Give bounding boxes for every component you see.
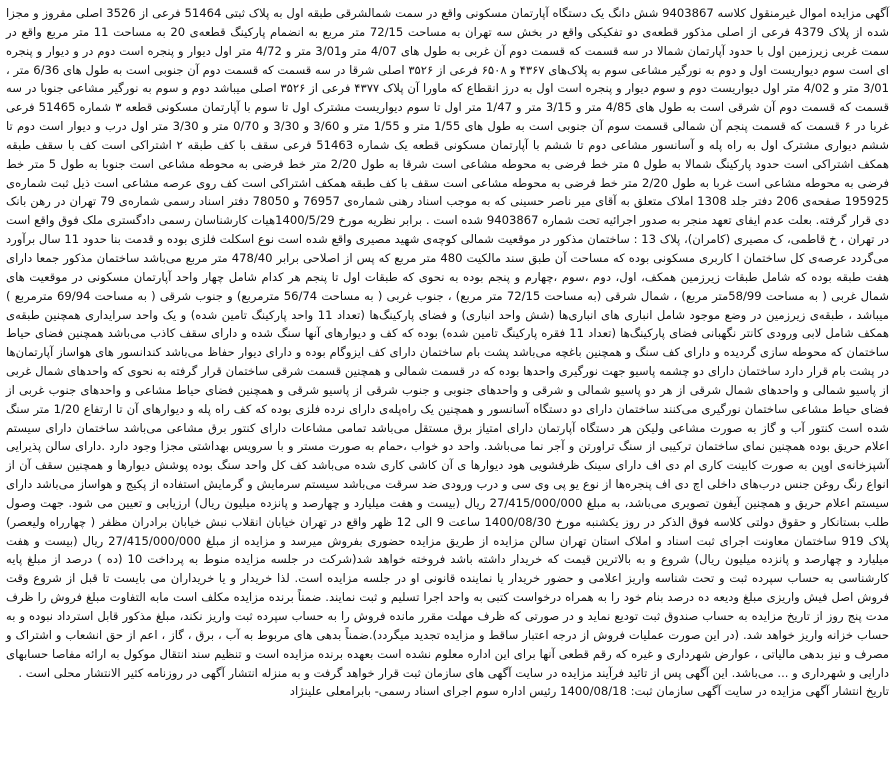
notice-body: آگهی مزایده اموال غیرمنقول کلاسه 9403867 شش دانگ یک دستگاه آپارتمان مسکونی واقع در سمت شمالشرقی طبقه اول به پلاک ثبتی 51464 فرعی از 3526 اصلی مفروز و مجزا شده از پلاک 4379 فرعی از اصلی مذکور قطعه‌ی دو تفکیکی واقع در بخش سه تهران به مساحت 72/15 متر مربع به انضمام پارکینگ قطعه‌ی 20 به مساحت 11 متر مربع واقع در سمت غربی زیرزمین اول با حدود آپارتمان شمالا در سه قسمت که قسمت دوم آن غربی به طول های 4/07 متر و3/01 متر و 4/72 متر اول دیوار و پنجره است دوم در و دیوار و پنجره ای است سوم دیواریست اول و دوم به نورگیر مشاعی سوم به پلاک‌های ۴۳۶۷ و ۶۵۰۸ فرعی از ۳۵۲۶ اصلی شرقا در سه قسمت که قسمت دوم آن جنوبی است به طول های 6/36 متر ، 3/01 متر و 4/02 متر اول دیواریست دوم و سوم دیوار و پنجره است اول به درز انقطاع که ماورا آن پلاک ۴۳۷۷ فرعی از ۳۵۲۶ اصلی میباشد دوم و سوم به نورگیر مشاعی جنوبا در سه قسمت که قسمت دوم آن شرقی است به طول های 4/85 متر و 3/15 متر و 1/47 متر اول تا سوم دیواریست مشترک اول تا سوم با آپارتمان مسکونی قطعه ۳ شماره 51465 فرعی غربا در ۶ قسمت که قسمت پنجم آن شمالی قسمت سوم آن جنوبی است به طول های 1/55 متر و 1/55 متر و 3/60 و 3/30 و 0/70 متر و 3/30 متر اول درب و دیوار است دوم تا ششم دیواری مشترک اول به راه پله و آسانسور مشاعی دوم تا ششم با آپارتمان مسکونی قطعه یک شماره 51463 فرعی سقف با کف طبقه ۲ اشتراکی است کف با سقف طبقه همکف اشتراکی است حدود پارکینگ شمالا به طول ۵ متر خط فرضی به محوطه مشاعی است شرقا به طول 2/20 متر خط فرضی به محوطه مشاعی است جنوبا به طول 5 متر خط فرضی به محوطه مشاعی است غربا به طول 2/20 متر خط فرضی به محوطه مشاعی است سقف با کف طبقه همکف اشتراکی است کف روی عرصه مشاعی است ذیل ثبت شماره‌ی 195925 صفحه‌ی 206 دفتر جلد 1308 املاک متعلق به آقای میر ناصر حسینی که به موجب اسناد رهنی شماره‌ی 76957 و 78050 دفتر اسناد رسمی شماره‌ی 79 تهران در رهن بانک دی قرار گرفته. بعلت عدم ایفای تعهد منجر به صدور اجرائیه تحت شماره 9403867 شده است . برابر نظریه مورخ 1400/5/29هیات کارشناسان رسمی دادگستری ملک فوق واقع است در تهران ، خ قاطمی، ک مصیری (کامران)، پلاک 13 : ساختمان مذکور در موقعیت شمالی کوچه‌ی شهید مصیری واقع شده است نوع اسکلت فلزی بوده و قدمت بنا حدود 11 سال برآورد می‌گردد عرصه‌ی کل ساختمان ا کاربری مسکونی بوده که مساحت آن طبق سند مالکیت 480 متر مربع که پس از اصلاحی برابر 478/40 متر مربع می‌باشد ساختمان مذکور جمعا دارای هفت طبقه بوده که شامل طبقات زیرزمین همکف، اول، دوم ،سوم ،چهارم و پنجم بوده به نحوی که طبقات اول تا پنجم هر کدام شامل چهار واحد آپارتمان مسکونی در موقعیت های شمال غربی ( به مساحت 58/99متر مربع) ، شمال شرقی (به مساحت 72/15 متر مربع) ، جنوب غربی ( به مساحت 56/74 مترمربع) و جنوب شرقی ( به مساحت 69/94 مترمربع ) میباشد ، طبقه‌ی زیرزمین در وضع موجود شامل انباری های انباری‌ها (شش واحد انباری) و فضای پارکینگ‌ها (تعداد 11 واحد پارکینگ تامین شده) و یک واحد سرایداری همچنین طبقه‌ی همکف شامل لابی ورودی کانتر نگهبانی فضای پارکینگ‌ها (تعداد 11 فقره پارکینگ تامین شده) بوده که کف و دیوارهای آنها سنگ شده و دارای سقف کاذب می‌باشد همچنین فضای حیاط ساختمان که محوطه سازی گردیده و دارای کف سنگ و همچنین باغچه می‌باشد پشت بام ساختمان دارای کف ایزوگام بوده و دارای دیوار حفاظ می‌باشد کندانسور های هواساز آپارتمان‌ها در پشت بام قرار دارد ساختمان دارای دو چشمه پاسیو جهت نورگیری واحدها بوده که در قسمت شمالی و همچنین قسمت شرقی ساختمان قرار گرفته به نحوی که واحدهای شمال غربی از پاسیو شمالی و واحدهای شمال شرقی از هر دو پاسیو شمالی و شرقی و واحدهای جنوبی و جنوب شرقی از پاسیو شرقی و همچنین فضای حیاط مشاعی و واحدهای جنوب غربی از فضای حیاط مشاعی ساختمان نورگیری می‌کنند ساختمان دارای دو دستگاه آسانسور و همچنین یک راه‌پله‌ی دارای نرده فلزی بوده که کف راه پله و دیوارهای آن تا ارتفاع 1/20 متر سنگ شده است کنتور آب و گاز به صورت مشاعی ولیکن هر دستگاه آپارتمان دارای امتیاز برق مستقل می‌باشد تمامی مشاعات دارای کنتور برق مشاعی می‌باشد ساختمان دارای سیستم اعلام حریق بوده همچنین نمای ساختمان ترکیبی از سنگ تراورتن و آجر نما می‌باشد. واحد دو خواب ،حمام به صورت مستر و با سرویس بهداشتی مجزا وجود دارد .دارای سالن پذیرایی آشپزخانه‌ی اوپن به صورت کابینت کاری ام دی اف دارای سینک ظرفشویی هود دیوارها ی آن کاشی کاری شده می‌باشد کف کل واحد سنگ بوده پوشش دیوارها و همچنین سقف آن از انواع رنگ روغن جنس درب‌های داخلی اچ دی اف پنجره‌ها از نوع یو پی وی سی و درب ورودی ضد سرقت می‌باشد سیستم سرمایش و گرمایش استفاده از پکیج و هواساز می‌باشد دارای سیستم اعلام حریق و همچنین آیفون تصویری می‌باشد، به مبلغ 27/415/000/000 ریال (بیست و هفت میلیارد و چهارصد و پانزده میلیون ریال) ارزیابی و تعیین می شود. جهت وصول طلب بستانکار و حقوق دولتی کلاسه فوق الذکر در روز یکشنبه مورخ 1400/08/30 ساعت 9 الی 12 ظهر واقع در تهران خیابان انقلاب نبش خیابان برادران مظفر ( چهارراه ولیعصر) پلاک 919 ساختمان معاونت اجرای ثبت اسناد و املاک استان تهران سالن مزایده از طریق مزایده حضوری بفروش میرسد و مزایده از مبلغ 27/415/000/000 ریال (بیست و هفت میلیارد و چهارصد و پانزده میلیون ریال) شروع و به بالاترین قیمت که خریدار داشته باشد فروخته خواهد شد(شرکت در جلسه مزایده منوط به پرداخت 10 (ده ) درصد از مبلغ پایه کارشناسی به حساب سپرده ثبت و تحت شناسه واریز اعلامی و حضور خریدار یا نماینده قانونی او در جلسه مزایده است. لذا خریدار و یا خریداران می بایست تا قبل از شروع وقت فروش اصل فیش واریزی مبلغ ودیعه ده درصد بنام خود را به همراه درخواست کتبی به واحد اجرا تسلیم و ثبت نمایند. ضمناً برنده مزایده مکلف است مابه التفاوت مبلغ فروش را ظرف مدت پنج روز از تاریخ مزایده به حساب صندوق ثبت تودیع نماید و در صورتی که ظرف مهلت مقرر مانده فروش را به حساب سپرده ثبت واریز نکند، مبلغ مذکور قابل استرداد نبوده و به حساب خزانه واریز خواهد شد. (در این صورت عملیات فروش از درجه اعتبار ساقط و مزایده تجدید میگردد).ضمناً بدهی های مربوط به آب ، برق ، گاز ، اعم از حق انشعاب و اشتراک و مصرف و نیز بدهی مالیاتی ، عوارض شهرداری و غیره که رقم قطعی آنها برای این اداره معلوم نشده است بعهده برنده مزایده است و تنظیم سند انتقال موکول به ارائه مفاصا حسابهای دارایی و شهرداری و ... می‌باشد. این آگهی پس از تائید فرآیند مزایده در سایت آگهی های سازمان ثبت قرار خواهد گرفت و به منزله انتشار آگهی در روزنامه کثیر الانتشار محلی است . (6, 6, 890, 680)
notice-closing: تاریخ انتشار آگهی مزایده در سایت آگهی سازمان ثبت: 1400/08/18 رئیس اداره سوم اجرای اسناد رسمی- بابرامعلی علینژاد (289, 684, 889, 699)
